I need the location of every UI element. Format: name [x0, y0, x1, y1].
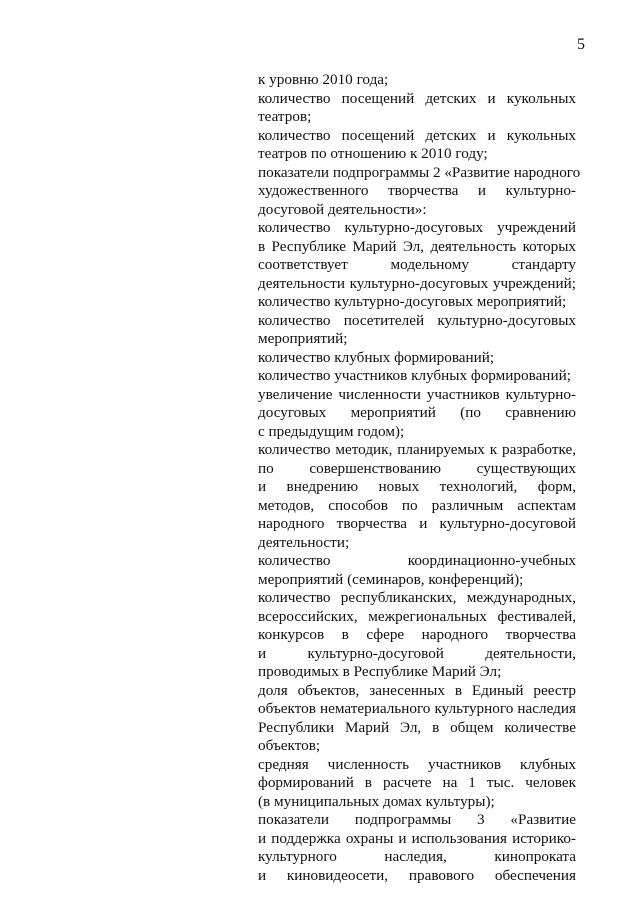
text-line: количество посетителей культурно-досуговых	[258, 311, 576, 329]
text-line: театров по отношению к 2010 году;	[258, 145, 488, 162]
text-line: количество посещений детских и кукольных	[258, 89, 576, 107]
text-line: по совершенствованию существующих	[258, 459, 576, 477]
text-line: проводимых в Республике Марий Эл;	[258, 663, 502, 680]
text-line: деятельности культурно-досуговых учреждений;	[258, 274, 576, 292]
text-line: и внедрению новых технологий, форм,	[258, 478, 576, 495]
text-line: художественного творчества и культурно-	[258, 182, 576, 199]
text-line: количество культурно-досуговых мероприятий;	[258, 293, 567, 310]
body-text	[258, 71, 581, 885]
text-line: к уровню 2010 года;	[258, 71, 389, 88]
text-line: деятельности;	[258, 533, 350, 551]
text-line: соответствует модельному стандарту	[258, 256, 576, 273]
text-line: мероприятий (семинаров, конференций);	[258, 570, 524, 588]
text-line: доля объектов, занесенных в Единый реестр	[258, 681, 576, 699]
text-line: формирований в расчете на 1 тыс. человек	[258, 774, 576, 791]
text-line: увеличение численности участников культурно-	[258, 385, 576, 403]
text-line: с предыдущим годом);	[258, 422, 405, 440]
text-line: количество культурно-досуговых учреждений	[258, 219, 576, 236]
text-line: театров;	[258, 108, 312, 125]
text-line: количество республиканских, международных,	[258, 589, 576, 606]
text-line: Республики Марий Эл, в общем количестве	[258, 718, 576, 736]
text-line: культурного наследия, кинопроката	[258, 848, 576, 865]
text-line: показатели подпрограммы 3 «Развитие	[258, 811, 576, 828]
text-line: и культурно-досуговой деятельности,	[258, 644, 576, 662]
text-line: количество посещений детских и кукольных	[258, 126, 576, 144]
text-line: досуговой деятельности»:	[258, 200, 427, 218]
text-line: в Республике Марий Эл, деятельность которых	[258, 237, 576, 255]
text-line: досуговых мероприятий (по сравнению	[258, 404, 576, 421]
text-line: количество координационно-учебных	[258, 552, 576, 569]
text-line: средняя численность участников клубных	[258, 755, 576, 773]
text-line: всероссийских, межрегиональных фестивалей,	[258, 607, 576, 625]
text-line: показатели подпрограммы 2 «Развитие народного	[258, 163, 581, 181]
text-line: и киновидеосети, правового обеспечения	[258, 866, 576, 884]
text-line: методов, способов по различным аспектам	[258, 496, 576, 514]
page-number: 5	[577, 36, 585, 53]
text-line: (в муниципальных домах культуры);	[258, 792, 495, 810]
text-line: количество методик, планируемых к разработке,	[258, 441, 576, 458]
text-line: количество клубных формирований;	[258, 348, 495, 366]
text-line: и поддержка охраны и использования историко-	[258, 829, 576, 847]
text-line: объектов нематериального культурного наследия	[258, 700, 576, 717]
text-line: объектов;	[258, 737, 321, 754]
text-line: конкурсов в сфере народного творчества	[258, 626, 576, 643]
text-line: количество участников клубных формирований;	[258, 367, 571, 384]
text-line: мероприятий;	[258, 330, 348, 347]
text-line: народного творчества и культурно-досуговой	[258, 515, 576, 532]
